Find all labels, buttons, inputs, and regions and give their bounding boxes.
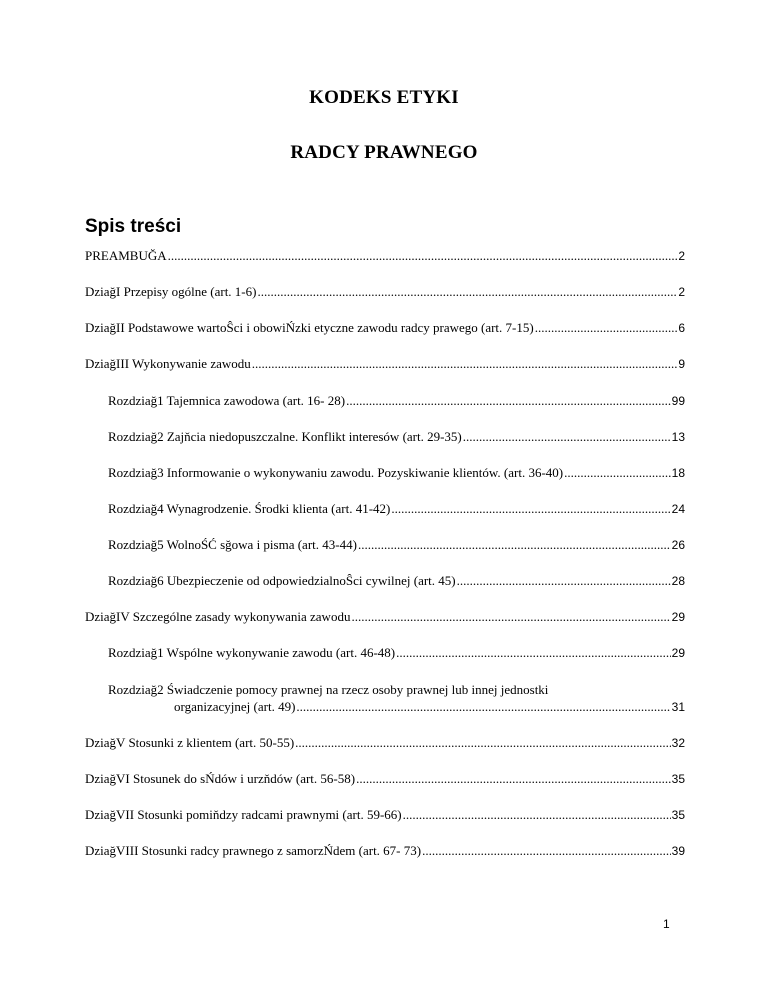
toc-entry-preambula[interactable] xyxy=(85,247,685,265)
toc-entry-page: 31 xyxy=(671,700,685,714)
toc-entry-page: 35 xyxy=(671,772,685,786)
toc-entry-dzial-3[interactable] xyxy=(85,355,685,373)
toc-entry-label: DziağVII Stosunki pomiňdzy radcami prawnymi (art. 59-66) xyxy=(85,807,402,822)
toc-entry-dzial-3-rozdzial-6[interactable] xyxy=(108,572,685,590)
toc-entry-label: DziağI Przepisy ogólne (art. 1-6) xyxy=(85,284,257,299)
toc-entry-page: 26 xyxy=(671,538,685,552)
toc-entry-page: 13 xyxy=(671,430,685,444)
toc-entry-label: Rozdziağ3 Informowanie o wykonywaniu zawodu. Pozyskiwanie klientów. (art. 36-40) xyxy=(108,465,564,480)
toc-entry-page: 9 xyxy=(678,357,685,371)
toc-entry-page: 2 xyxy=(678,249,685,263)
toc-heading: Spis treści xyxy=(85,216,182,237)
toc-entry-page: 29 xyxy=(671,646,685,660)
toc-entry-dzial-4-rozdzial-1[interactable] xyxy=(108,644,685,662)
toc-entry-label: Rozdziağ5 WolnoŚĆ sğowa i pisma (art. 43-44) xyxy=(108,537,357,552)
toc-entry-dzial-4-rozdzial-2[interactable] xyxy=(108,681,685,716)
toc-entry-dzial-6[interactable] xyxy=(85,770,685,788)
toc-entry-page: 39 xyxy=(671,844,685,858)
toc-entry-label: DziağIV Szczególne zasady wykonywania zawodu xyxy=(85,609,351,624)
toc-entry-label: Rozdziağ1 Wspólne wykonywanie zawodu (art. 46-48) xyxy=(108,645,396,660)
toc-entry-label: DziağII Podstawowe wartoŜci i obowiŃzki etyczne zawodu radcy prawego (art. 7-15) xyxy=(85,320,534,335)
toc-entry-page: 2 xyxy=(678,285,685,299)
toc-entry-dzial-1[interactable] xyxy=(85,283,685,301)
toc-entry-dzial-8[interactable] xyxy=(85,842,685,860)
page-title-line2: RADCY PRAWNEGO xyxy=(290,142,478,163)
toc-entry-page: 35 xyxy=(671,808,685,822)
toc-entry-page: 32 xyxy=(671,736,685,750)
toc-entry-dzial-3-rozdzial-3[interactable] xyxy=(108,464,685,482)
toc-entry-page: 28 xyxy=(671,574,685,588)
toc-entry-label: Rozdziağ2 Świadczenie pomocy prawnej na rzecz osoby prawnej lub innej jednostki xyxy=(108,682,549,697)
toc-entry-label: Rozdziağ4 Wynagrodzenie. Środki klienta (art. 41-42) xyxy=(108,501,391,516)
toc-entry-label: DziağVIII Stosunki radcy prawnego z samorzŃdem (art. 67- 73) xyxy=(85,843,422,858)
page-title-line1: KODEKS ETYKI xyxy=(309,87,459,108)
toc-entry-label-continuation: organizacyjnej (art. 49) xyxy=(174,699,296,714)
toc-entry-label: DziağIII Wykonywanie zawodu xyxy=(85,356,251,371)
toc-entry-label: DziağVI Stosunek do sŃdów i urzňdów (art. 56-58) xyxy=(85,771,356,786)
toc-entry-dzial-4[interactable] xyxy=(85,608,685,626)
toc-entry-dzial-3-rozdzial-1[interactable] xyxy=(108,392,685,410)
toc-entry-label: Rozdziağ2 Zajňcia niedopuszczalne. Konflikt interesów (art. 29-35) xyxy=(108,429,462,444)
toc-entry-page: 24 xyxy=(671,502,685,516)
toc-entry-label: Rozdziağ6 Ubezpieczenie od odpowiedzialnoŜci cywilnej (art. 45) xyxy=(108,573,456,588)
toc-entry-dzial-3-rozdzial-5[interactable] xyxy=(108,536,685,554)
toc-entry-dzial-3-rozdzial-2[interactable] xyxy=(108,428,685,446)
page-number: 1 xyxy=(663,917,670,931)
toc-entry-page: 6 xyxy=(678,321,685,335)
toc-entry-dzial-7[interactable] xyxy=(85,806,685,824)
toc-entry-dzial-5[interactable] xyxy=(85,734,685,752)
toc-entry-dzial-2[interactable] xyxy=(85,319,685,337)
toc-entry-label: PREAMBUĞA xyxy=(85,248,167,263)
toc-entry-page: 18 xyxy=(671,466,685,480)
toc-entry-page: 99 xyxy=(671,394,685,408)
toc-entry-dzial-3-rozdzial-4[interactable] xyxy=(108,500,685,518)
toc-entry-page: 29 xyxy=(671,610,685,624)
toc-entry-label: DziağV Stosunki z klientem (art. 50-55) xyxy=(85,735,295,750)
toc-entry-label: Rozdziağ1 Tajemnica zawodowa (art. 16- 28) xyxy=(108,393,346,408)
